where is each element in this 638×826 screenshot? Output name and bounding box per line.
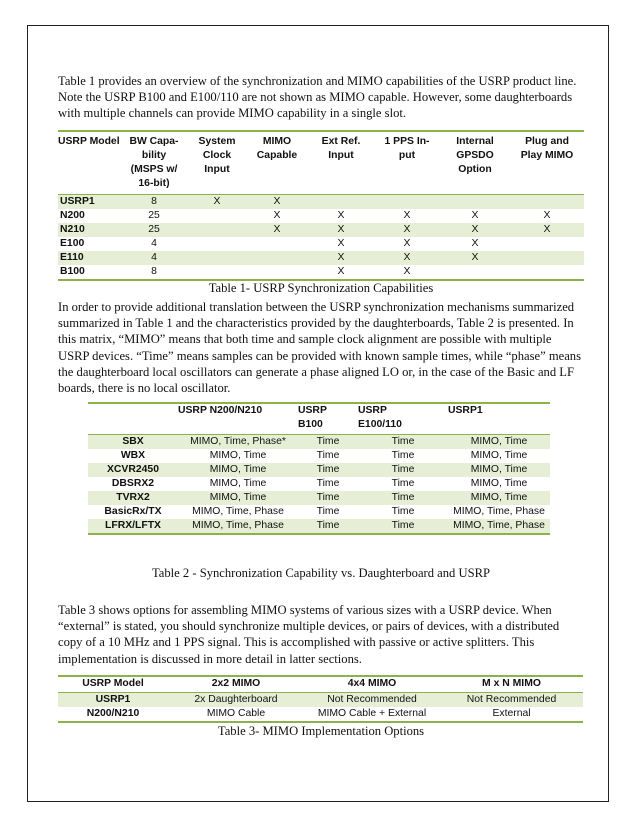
table-2-cell: MIMO, Time xyxy=(209,450,267,461)
table-1-cell xyxy=(188,237,246,251)
table-1-caption: Table 1- USRP Synchronization Capabilities xyxy=(208,281,434,295)
table-1-cell: X xyxy=(337,252,345,263)
table-3-cell: N200/N210 xyxy=(86,708,140,719)
table-2-cell: MIMO, Time, Phase xyxy=(453,520,545,531)
table-2-cell: MIMO, Time, Phase xyxy=(453,506,545,517)
table-1-cell: X xyxy=(337,224,345,235)
table-1-cell xyxy=(246,251,308,265)
table-3-caption: Table 3- MIMO Implementation Options xyxy=(217,724,425,738)
table-1-cell: X xyxy=(273,210,281,221)
table-2-cell: Time xyxy=(316,492,340,503)
table-3-header-cell: M x N MIMO xyxy=(482,678,541,689)
table-1-cell xyxy=(440,195,510,210)
table-2-cell: MIMO, Time xyxy=(209,478,267,489)
table-1-cell: X xyxy=(337,266,345,277)
table-1-cell: 8 xyxy=(151,196,157,207)
table-row xyxy=(58,209,584,223)
table-2-cell: MIMO, Time xyxy=(470,492,528,503)
table-2-daughterboard-sync xyxy=(88,402,550,535)
mimo-paragraph: Table 3 shows options for assembling MIMO systems of various sizes with a USRP device. When “external” is stated, you should synchronize multiple devices, or pairs of devices, with a distributed copy of a 10 MHz and 1 PPS signal. This is accomplished with passive or active splitters. This implementation is discussed in more detail in latter sections. xyxy=(58,603,560,666)
table-3-header-cell: 4x4 MIMO xyxy=(347,678,397,689)
table-1-cell: 25 xyxy=(148,210,160,221)
table-3-cell: External xyxy=(492,708,531,719)
header-line: USRP1 xyxy=(448,405,483,416)
table-1-cell xyxy=(510,265,584,280)
table-1-cell xyxy=(440,265,510,280)
table-2-header-cell xyxy=(358,403,448,435)
table-2-header-cell xyxy=(88,403,178,435)
table-1-cell: X xyxy=(337,238,345,249)
table-2-cell: LFRX/LFTX xyxy=(105,520,161,531)
table-1-cell: USRP1 xyxy=(60,196,95,207)
table-3-mimo-options xyxy=(58,675,583,723)
table-1-cell: 4 xyxy=(151,238,157,249)
table-1-cell: 8 xyxy=(151,266,157,277)
table-1-cell: X xyxy=(273,224,281,235)
table-1-header-cell xyxy=(510,131,584,195)
table-3-header-cell: 2x2 MIMO xyxy=(211,678,261,689)
table-2-cell: MIMO, Time xyxy=(470,436,528,447)
table-3-cell: 2x Daughterboard xyxy=(194,694,278,705)
table-2-cell: SBX xyxy=(122,436,144,447)
header-line: GPSDO xyxy=(456,150,494,161)
table-row xyxy=(88,463,550,477)
table-1-cell xyxy=(188,223,246,237)
header-line: E100/110 xyxy=(358,419,402,430)
table-1-header-cell xyxy=(440,131,510,195)
table-2-cell: MIMO, Time, Phase* xyxy=(190,436,286,447)
header-line: Ext Ref. xyxy=(321,136,361,147)
table-row xyxy=(58,251,584,265)
table-3-header-row xyxy=(58,676,583,693)
table-1-cell xyxy=(374,195,440,210)
table-row xyxy=(88,435,550,450)
table-2-caption: Table 2 - Synchronization Capability vs. Daughterboard and USRP xyxy=(151,566,491,580)
table-1-header-cell xyxy=(188,131,246,195)
header-line: BW Capa- xyxy=(129,136,179,147)
header-line: Input xyxy=(204,164,230,175)
header-line: 1 PPS In- xyxy=(384,136,430,147)
table-2-cell: Time xyxy=(391,492,415,503)
table-2-cell: MIMO, Time xyxy=(470,450,528,461)
table-1-cell: B100 xyxy=(60,266,85,277)
table-2-cell: BasicRx/TX xyxy=(104,506,162,517)
table-row xyxy=(88,449,550,463)
table-1-sync-capabilities xyxy=(58,130,584,281)
table-1-header-cell xyxy=(374,131,440,195)
header-line: USRP xyxy=(358,405,387,416)
table-row xyxy=(58,265,584,280)
table-2-cell: Time xyxy=(316,506,340,517)
table-row xyxy=(58,237,584,251)
table-1-cell xyxy=(188,265,246,280)
table-1-cell: X xyxy=(403,238,411,249)
header-line: MIMO xyxy=(262,136,292,147)
table-2-cell: Time xyxy=(391,464,415,475)
table-row xyxy=(58,707,583,722)
table-1-cell: X xyxy=(403,252,411,263)
header-line: Play MIMO xyxy=(520,150,574,161)
table-1-cell: E110 xyxy=(60,252,84,263)
table-2-cell: MIMO, Time xyxy=(470,464,528,475)
table-1-cell xyxy=(246,265,308,280)
table-2-header-cell xyxy=(448,403,550,435)
header-line: B100 xyxy=(298,419,323,430)
header-line: Capable xyxy=(256,150,298,161)
header-line: Option xyxy=(458,164,492,175)
table-2-cell: WBX xyxy=(120,450,146,461)
table-2-cell: Time xyxy=(316,450,340,461)
table-2-cell: Time xyxy=(316,464,340,475)
table-3-cell: Not Recommended xyxy=(466,694,557,705)
table-1-cell xyxy=(510,237,584,251)
table-1-cell: 25 xyxy=(148,224,160,235)
table-2-cell: TVRX2 xyxy=(116,492,150,503)
table-1-cell: 4 xyxy=(151,252,157,263)
header-line: Clock xyxy=(202,150,232,161)
table-2-cell: Time xyxy=(316,478,340,489)
table-2-cell: Time xyxy=(391,436,415,447)
header-line: USRP Model xyxy=(58,136,120,147)
table-1-header-row xyxy=(58,131,584,195)
table-2-cell: MIMO, Time, Phase xyxy=(192,506,284,517)
header-line: Plug and xyxy=(525,136,569,147)
table-2-cell: DBSRX2 xyxy=(111,478,155,489)
table-2-header-row xyxy=(88,403,550,435)
table-row xyxy=(88,491,550,505)
table-2-cell: MIMO, Time xyxy=(209,464,267,475)
table-1-header-cell xyxy=(58,131,120,195)
table-1-cell: X xyxy=(543,210,551,221)
table-2-cell: Time xyxy=(391,520,415,531)
table-1-cell xyxy=(188,209,246,223)
table-1-cell xyxy=(510,195,584,210)
header-line: bility xyxy=(141,150,167,161)
header-line: put xyxy=(398,150,416,161)
table-2-cell: MIMO, Time xyxy=(470,478,528,489)
table-3-cell: MIMO Cable xyxy=(206,708,266,719)
table-row xyxy=(88,519,550,534)
table-1-header-cell xyxy=(308,131,374,195)
table-1-cell: X xyxy=(403,210,411,221)
table-1-cell: X xyxy=(403,266,411,277)
intro-paragraph: Table 1 provides an overview of the synchronization and MIMO capabilities of the USRP product line. Note the USRP B100 and E100/110 are not shown as MIMO capable. However, some daughterboards with multiple channels can provide MIMO capability in a single slot. xyxy=(58,74,577,121)
table-3-header-cell: USRP Model xyxy=(82,678,144,689)
table-1-cell: N200 xyxy=(60,210,85,221)
table-1-cell xyxy=(246,237,308,251)
table-2-cell: Time xyxy=(391,506,415,517)
table-1-cell xyxy=(510,251,584,265)
table-1-cell: X xyxy=(471,238,479,249)
table-row xyxy=(88,505,550,519)
table-2-cell: Time xyxy=(316,436,340,447)
table-2-cell: MIMO, Time xyxy=(209,492,267,503)
table-row xyxy=(88,477,550,491)
table-1-header-cell xyxy=(120,131,188,195)
table-1-cell: X xyxy=(403,224,411,235)
table-1-cell: X xyxy=(543,224,551,235)
table-1-cell: X xyxy=(273,196,281,207)
table-3-cell: USRP1 xyxy=(95,694,131,705)
table-2-cell: Time xyxy=(316,520,340,531)
table-1-header-cell xyxy=(246,131,308,195)
table-2-header-cell xyxy=(298,403,358,435)
table-1-cell: N210 xyxy=(60,224,85,235)
table-1-cell xyxy=(188,251,246,265)
header-line: (MSPS w/ xyxy=(130,164,178,175)
table-1-cell: E100 xyxy=(60,238,85,249)
header-line: USRP N200/N210 xyxy=(178,405,263,416)
table-2-cell: Time xyxy=(391,478,415,489)
header-line: 16-bit) xyxy=(138,178,170,189)
table-1-cell: X xyxy=(337,210,345,221)
table-3-cell: MIMO Cable + External xyxy=(317,708,427,719)
table-row xyxy=(58,223,584,237)
header-line: System xyxy=(198,136,236,147)
header-line: USRP xyxy=(298,405,327,416)
table-1-cell xyxy=(308,195,374,210)
table-1-cell: X xyxy=(213,196,221,207)
table-1-cell: X xyxy=(471,210,479,221)
header-line: Internal xyxy=(456,136,494,147)
table-row xyxy=(58,693,583,708)
table-row xyxy=(58,195,584,210)
table-3-cell: Not Recommended xyxy=(327,694,417,705)
table-2-header-cell xyxy=(178,403,298,435)
table-2-cell: XCVR2450 xyxy=(107,464,159,475)
table-2-cell: Time xyxy=(391,450,415,461)
table-1-cell: X xyxy=(471,252,479,263)
table-1-cell: X xyxy=(471,224,479,235)
synchronization-paragraph: In order to provide additional translation between the USRP synchronization mechanisms summarized summarized in Table 1 and the characteristics provided by the daughterboards, Table 2 is presented. In this matrix, “MIMO” means that both time and sample clock alignment are possible with multiple USRP devices. “Time” means samples can be provided with known sample times, while “phase” means the daughterboard local oscillators can generate a phase aligned LO or, in the case of the Basic and LF boards, there is no local oscillator. xyxy=(58,300,581,396)
header-line: Input xyxy=(328,150,354,161)
table-2-cell: MIMO, Time, Phase xyxy=(192,520,284,531)
